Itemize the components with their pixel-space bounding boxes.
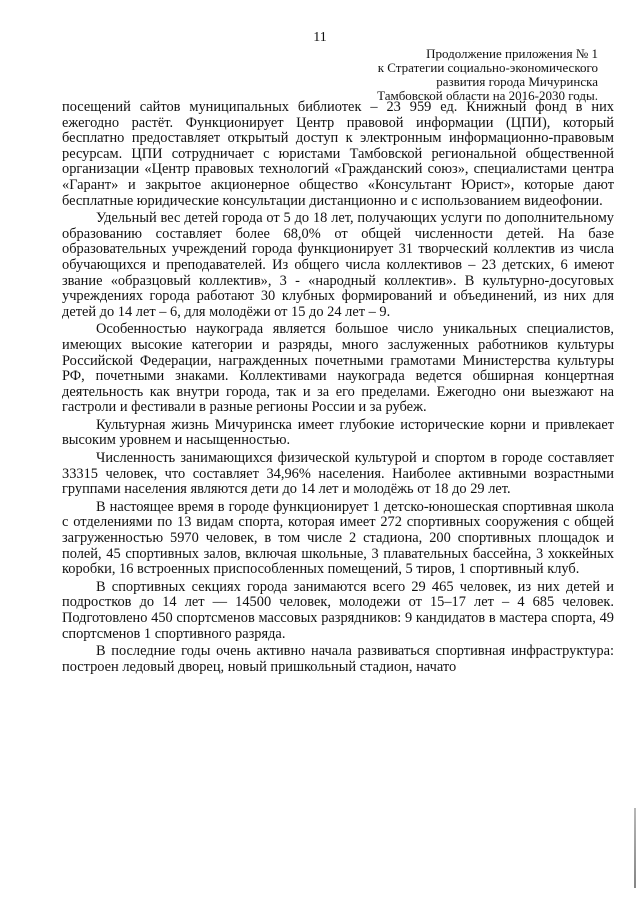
paragraph: Особенностью наукограда является большое число уникальных специалистов, имеющих высокие категории и разряды, много заслуженных работников культуры Российской Федерации, награжденных почетными грамотами Министерства культуры РФ, почетными знаками. Коллективами наукограда ведется обширная концертная деятельность как внутри города, так и за его пределами. Ежегодно они выезжают на гастроли и фестивали в разные регионы России и за рубеж.: [62, 321, 614, 416]
paragraph: Численность занимающихся физической культурой и спортом в городе составляет 33315 человек, что составляет 34,96% населения. Наиболее активными возрастными группами населения являются дети до 14 лет и молодёжь от 18 до 29 лет.: [62, 450, 614, 498]
paragraph: Культурная жизнь Мичуринска имеет глубокие исторические корни и привлекает высоким уровнем и насыщенностью.: [62, 416, 614, 449]
scan-edge-mark: [634, 808, 636, 888]
header-line: Тамбовской области на 2016-2030 годы.: [377, 88, 598, 103]
paragraph: В последние годы очень активно начала развиваться спортивная инфраструктура: построен ледовый дворец, новый пришкольный стадион, начато: [62, 643, 614, 675]
paragraph: Удельный вес детей города от 5 до 18 лет, получающих услуги по дополнительному образованию составляет более 68,0% от общей численности детей. На базе образовательных учреждений города функционирует 31 творческий коллектив из числа обучающихся и преподавателей. Из общего числа коллективов – 23 детских, 6 имеют звание «образцовый коллектив», 3 - «народный коллектив». В культурно-досуговых учреждениях города работают 30 клубных формирований и объединений, из них для детей до 14 лет – 6, для молодёжи от 15 до 24 лет – 9.: [62, 210, 614, 320]
header-line: к Стратегии социально-экономического: [377, 60, 598, 75]
paragraph: В спортивных секциях города занимаются всего 29 465 человек, из них детей и подростков до 14 лет — 14500 человек, молодежи от 15–17 лет – 4 685 человек. Подготовлено 450 спортсменов массовых разрядников: 9 кандидатов в мастера спорта, 49 спортсменов 1 спортивного разряда.: [62, 578, 614, 642]
paragraph: В настоящее время в городе функционирует 1 детско-юношеская спортивная школа с отделениями по 13 видам спорта, которая имеет 272 спортивных сооружения с общей загруженностью 5970 человек, в том числе 2 стадиона, 200 спортивных площадок и полей, 45 спортивных залов, включая школьные, 3 плавательных бассейна, 3 хоккейных коробки, 16 встроенных приспособленных помещений, 5 тиров, 1 спортивный клуб.: [62, 498, 614, 578]
header-line: Продолжение приложения № 1: [426, 46, 598, 61]
page-number: 11: [313, 30, 327, 45]
appendix-header: [377, 47, 598, 103]
header-line: развития города Мичуринска: [436, 74, 598, 89]
paragraph: посещений сайтов муниципальных библиотек – 23 959 ед. Книжный фонд в них ежегодно растёт. Функционирует Центр правовой информации (ЦПИ), который бесплатно предоставляет открытый доступ к электронным информационно-правовым ресурсам. ЦПИ сотрудничает с юристами Тамбовской региональной общественной организации «Центр правовых технологий «Гражданский союз», специалистами центра «Гарант» и закрытое акционерное общество «Консультант Юрист», которые дают бесплатные юридические консультации дистанционно и с использованием видеофонии.: [62, 99, 614, 209]
document-body: [62, 100, 614, 677]
